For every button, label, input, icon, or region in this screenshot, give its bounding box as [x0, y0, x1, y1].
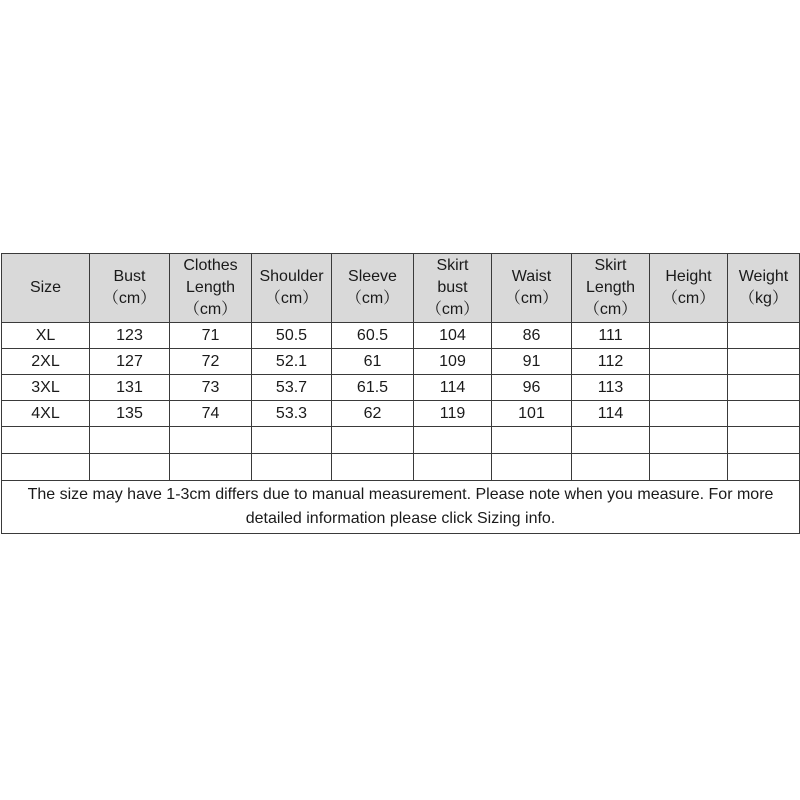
- cell-waist: 91: [492, 349, 572, 375]
- empty-cell: [492, 427, 572, 454]
- cell-waist: 86: [492, 323, 572, 349]
- cell-bust: 135: [90, 401, 170, 427]
- empty-cell: [2, 427, 90, 454]
- note-row: [2, 481, 800, 534]
- cell-clothes-length: 72: [170, 349, 252, 375]
- empty-cell: [650, 454, 728, 481]
- cell-clothes-length: 73: [170, 375, 252, 401]
- cell-bust: 123: [90, 323, 170, 349]
- header-height: Height （cm）: [650, 254, 728, 323]
- empty-cell: [170, 454, 252, 481]
- table-row: [2, 323, 800, 349]
- empty-cell: [650, 427, 728, 454]
- empty-cell: [572, 454, 650, 481]
- empty-cell: [252, 454, 332, 481]
- cell-skirt-bust: 109: [414, 349, 492, 375]
- table-row: [2, 375, 800, 401]
- cell-waist: 101: [492, 401, 572, 427]
- header-clothes-length: Clothes Length （cm）: [170, 254, 252, 323]
- cell-shoulder: 53.7: [252, 375, 332, 401]
- header-skirt-bust: Skirt bust （cm）: [414, 254, 492, 323]
- header-waist: Waist （cm）: [492, 254, 572, 323]
- cell-height: [650, 323, 728, 349]
- cell-weight: [728, 323, 800, 349]
- cell-weight: [728, 401, 800, 427]
- cell-size: 2XL: [2, 349, 90, 375]
- cell-sleeve: 62: [332, 401, 414, 427]
- size-chart-table: [1, 253, 800, 534]
- empty-cell: [414, 454, 492, 481]
- cell-weight: [728, 349, 800, 375]
- header-row: [2, 254, 800, 323]
- cell-waist: 96: [492, 375, 572, 401]
- cell-size: 3XL: [2, 375, 90, 401]
- cell-height: [650, 375, 728, 401]
- empty-cell: [252, 427, 332, 454]
- cell-skirt-bust: 114: [414, 375, 492, 401]
- header-size: Size: [2, 254, 90, 323]
- header-skirt-length: Skirt Length （cm）: [572, 254, 650, 323]
- empty-cell: [332, 454, 414, 481]
- cell-skirt-bust: 104: [414, 323, 492, 349]
- cell-size: 4XL: [2, 401, 90, 427]
- empty-cell: [170, 427, 252, 454]
- cell-sleeve: 61.5: [332, 375, 414, 401]
- cell-bust: 131: [90, 375, 170, 401]
- table-row: [2, 401, 800, 427]
- empty-cell: [728, 427, 800, 454]
- cell-shoulder: 50.5: [252, 323, 332, 349]
- empty-cell: [492, 454, 572, 481]
- empty-cell: [414, 427, 492, 454]
- empty-row: [2, 427, 800, 454]
- cell-sleeve: 60.5: [332, 323, 414, 349]
- header-shoulder: Shoulder （cm）: [252, 254, 332, 323]
- empty-cell: [572, 427, 650, 454]
- measurement-note: The size may have 1-3cm differs due to manual measurement. Please note when you measure. For more detailed information please click Sizing info.: [2, 481, 800, 534]
- empty-cell: [728, 454, 800, 481]
- cell-skirt-length: 114: [572, 401, 650, 427]
- cell-bust: 127: [90, 349, 170, 375]
- cell-skirt-length: 111: [572, 323, 650, 349]
- empty-cell: [90, 454, 170, 481]
- cell-height: [650, 349, 728, 375]
- header-sleeve: Sleeve （cm）: [332, 254, 414, 323]
- cell-shoulder: 53.3: [252, 401, 332, 427]
- empty-cell: [2, 454, 90, 481]
- cell-clothes-length: 74: [170, 401, 252, 427]
- cell-shoulder: 52.1: [252, 349, 332, 375]
- empty-cell: [90, 427, 170, 454]
- empty-cell: [332, 427, 414, 454]
- cell-skirt-bust: 119: [414, 401, 492, 427]
- cell-sleeve: 61: [332, 349, 414, 375]
- cell-height: [650, 401, 728, 427]
- cell-skirt-length: 112: [572, 349, 650, 375]
- cell-size: XL: [2, 323, 90, 349]
- header-bust: Bust （cm）: [90, 254, 170, 323]
- cell-clothes-length: 71: [170, 323, 252, 349]
- header-weight: Weight （kg）: [728, 254, 800, 323]
- empty-row: [2, 454, 800, 481]
- cell-weight: [728, 375, 800, 401]
- table-row: [2, 349, 800, 375]
- cell-skirt-length: 113: [572, 375, 650, 401]
